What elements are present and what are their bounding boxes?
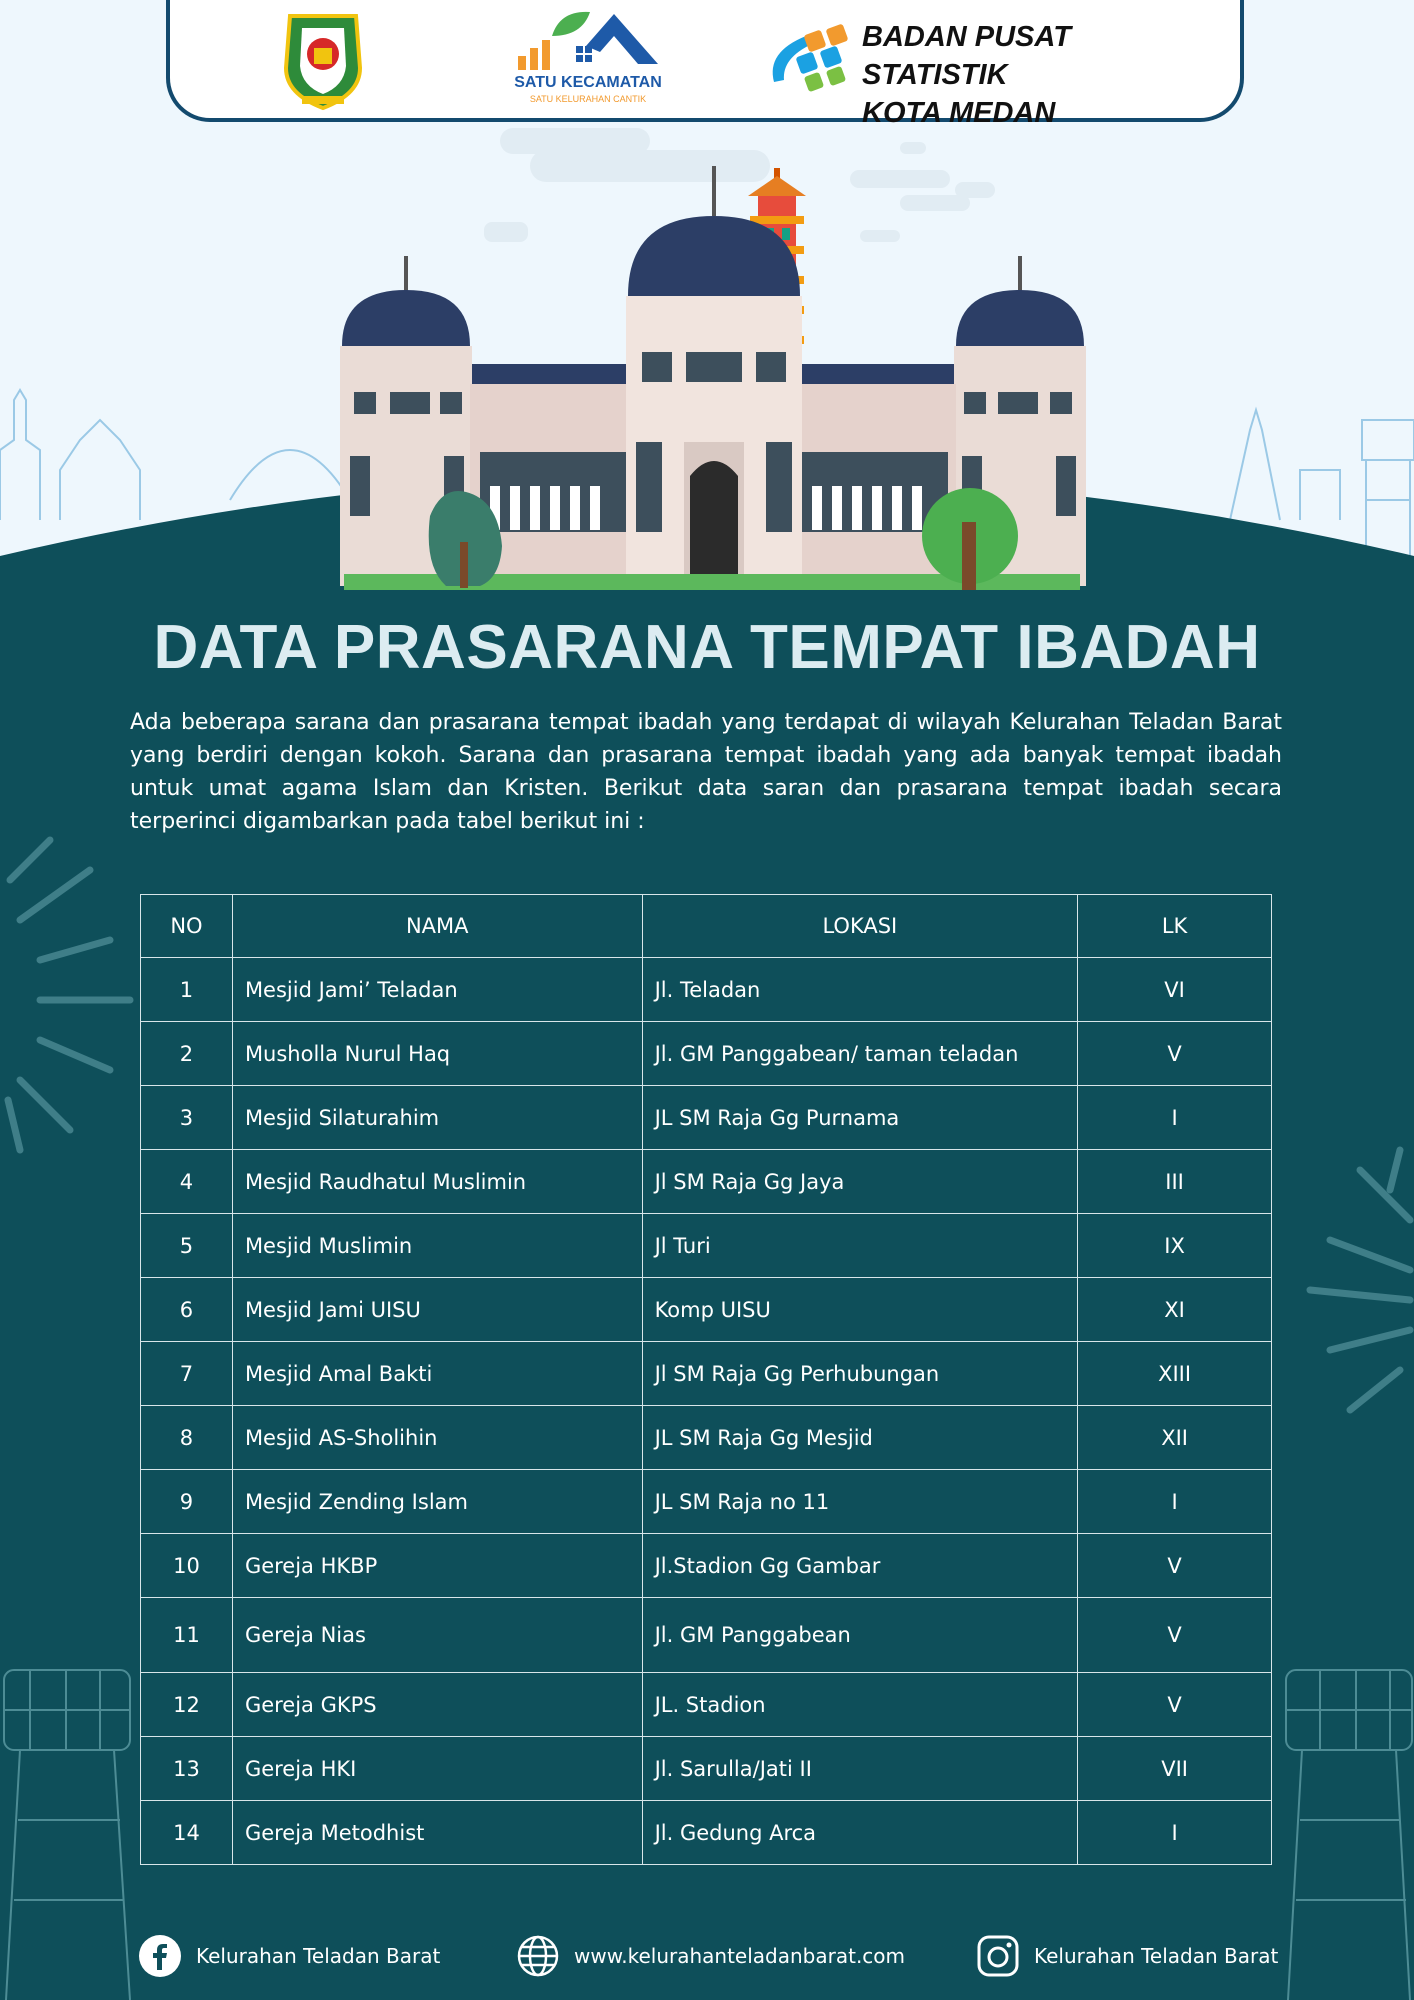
agency-name-line1: BADAN PUSAT STATISTIK bbox=[862, 21, 1071, 91]
cell-no: 7 bbox=[141, 1342, 233, 1406]
cell-lk: V bbox=[1078, 1022, 1272, 1086]
cell-lokasi: JL SM Raja Gg Purnama bbox=[642, 1086, 1078, 1150]
cell-lk: V bbox=[1078, 1673, 1272, 1737]
page-title: DATA PRASARANA TEMPAT IBADAH bbox=[153, 613, 1261, 682]
cell-nama: Mesjid Jami UISU bbox=[232, 1278, 642, 1342]
cell-lk: XII bbox=[1078, 1406, 1272, 1470]
cell-nama: Mesjid Raudhatul Muslimin bbox=[232, 1150, 642, 1214]
firework-decoration-right bbox=[1290, 1130, 1414, 1430]
cell-no: 3 bbox=[141, 1086, 233, 1150]
cell-nama: Mesjid AS-Sholihin bbox=[232, 1406, 642, 1470]
cell-no: 14 bbox=[141, 1801, 233, 1865]
table-row bbox=[141, 1214, 1272, 1278]
cell-no: 9 bbox=[141, 1470, 233, 1534]
cell-lk: I bbox=[1078, 1086, 1272, 1150]
table-row bbox=[141, 1278, 1272, 1342]
city-emblem-icon bbox=[280, 8, 366, 112]
cell-no: 11 bbox=[141, 1598, 233, 1673]
cell-lk: V bbox=[1078, 1534, 1272, 1598]
cell-lk: IX bbox=[1078, 1214, 1272, 1278]
header-lk: LK bbox=[1078, 895, 1272, 958]
header-lokasi: LOKASI bbox=[642, 895, 1078, 958]
footer-instagram[interactable] bbox=[976, 1934, 1278, 1978]
facebook-label: Kelurahan Teladan Barat bbox=[196, 1944, 441, 1968]
cell-lk: VI bbox=[1078, 958, 1272, 1022]
firework-decoration-left bbox=[0, 830, 150, 1160]
website-label: www.kelurahanteladanbarat.com bbox=[574, 1944, 906, 1968]
cell-lokasi: Jl. Sarulla/Jati II bbox=[642, 1737, 1078, 1801]
cell-lokasi: Jl SM Raja Gg Perhubungan bbox=[642, 1342, 1078, 1406]
intro-paragraph: Ada beberapa sarana dan prasarana tempat ibadah yang terdapat di wilayah Kelurahan Teladan Barat yang berdiri dengan kokoh. Sarana dan prasarana tempat ibadah yang ada banyak tempat ibadah untuk umat agama Islam dan Kristen. Berikut data saran dan prasarana tempat ibadah secara terperinci digambarkan pada tabel berikut ini : bbox=[130, 710, 1282, 834]
table-row bbox=[141, 1086, 1272, 1150]
table-row bbox=[141, 1673, 1272, 1737]
instagram-label: Kelurahan Teladan Barat bbox=[1034, 1944, 1279, 1968]
table-header-row bbox=[141, 895, 1272, 958]
program-title: SATU KECAMATAN bbox=[514, 74, 662, 91]
table-row bbox=[141, 1150, 1272, 1214]
globe-icon bbox=[516, 1934, 560, 1978]
cell-lokasi: Jl SM Raja Gg Jaya bbox=[642, 1150, 1078, 1214]
table-row bbox=[141, 958, 1272, 1022]
cell-lk: I bbox=[1078, 1470, 1272, 1534]
satu-kecamatan-logo-icon bbox=[508, 6, 668, 76]
table-row bbox=[141, 1598, 1272, 1673]
cell-lokasi: Jl.Stadion Gg Gambar bbox=[642, 1534, 1078, 1598]
footer bbox=[0, 1922, 1414, 1982]
table-row bbox=[141, 1342, 1272, 1406]
cell-no: 8 bbox=[141, 1406, 233, 1470]
cell-lokasi: JL SM Raja no 11 bbox=[642, 1470, 1078, 1534]
header-nama: NAMA bbox=[232, 895, 642, 958]
agency-name bbox=[862, 18, 1222, 132]
cell-no: 6 bbox=[141, 1278, 233, 1342]
cell-lokasi: Jl. GM Panggabean/ taman teladan bbox=[642, 1022, 1078, 1086]
cell-nama: Gereja HKBP bbox=[232, 1534, 642, 1598]
cell-lokasi: Jl. Teladan bbox=[642, 958, 1078, 1022]
cell-nama: Mesjid Amal Bakti bbox=[232, 1342, 642, 1406]
cell-lokasi: Jl. Gedung Arca bbox=[642, 1801, 1078, 1865]
cell-lk: V bbox=[1078, 1598, 1272, 1673]
bps-logo-icon bbox=[766, 22, 862, 98]
cell-no: 5 bbox=[141, 1214, 233, 1278]
cell-no: 10 bbox=[141, 1534, 233, 1598]
cell-nama: Mesjid Jami’ Teladan bbox=[232, 958, 642, 1022]
cell-lk: XI bbox=[1078, 1278, 1272, 1342]
header-no: NO bbox=[141, 895, 233, 958]
cell-no: 13 bbox=[141, 1737, 233, 1801]
cell-no: 12 bbox=[141, 1673, 233, 1737]
table-row bbox=[141, 1470, 1272, 1534]
cell-nama: Mesjid Zending Islam bbox=[232, 1470, 642, 1534]
program-subtitle: SATU KELURAHAN CANTIK bbox=[529, 94, 647, 104]
cell-lokasi: Komp UISU bbox=[642, 1278, 1078, 1342]
cell-lokasi: JL. Stadion bbox=[642, 1673, 1078, 1737]
satu-kecamatan-logo bbox=[508, 6, 668, 110]
worship-places-table bbox=[140, 894, 1272, 1865]
cell-no: 4 bbox=[141, 1150, 233, 1214]
cell-nama: Gereja Nias bbox=[232, 1598, 642, 1673]
cell-lk: III bbox=[1078, 1150, 1272, 1214]
cell-nama: Mesjid Muslimin bbox=[232, 1214, 642, 1278]
instagram-icon bbox=[976, 1934, 1020, 1978]
footer-website[interactable] bbox=[516, 1934, 905, 1978]
facebook-icon bbox=[138, 1934, 182, 1978]
cell-no: 1 bbox=[141, 958, 233, 1022]
table-row bbox=[141, 1406, 1272, 1470]
header-banner bbox=[166, 0, 1244, 129]
footer-facebook[interactable] bbox=[138, 1934, 440, 1978]
cell-lk: I bbox=[1078, 1801, 1272, 1865]
cell-nama: Gereja HKI bbox=[232, 1737, 642, 1801]
cell-lokasi: Jl Turi bbox=[642, 1214, 1078, 1278]
agency-name-line2: KOTA MEDAN bbox=[862, 97, 1056, 129]
cell-no: 2 bbox=[141, 1022, 233, 1086]
cell-lk: VII bbox=[1078, 1737, 1272, 1801]
cell-nama: Musholla Nurul Haq bbox=[232, 1022, 642, 1086]
building-illustration bbox=[330, 146, 1090, 596]
cell-lk: XIII bbox=[1078, 1342, 1272, 1406]
cell-lokasi: JL SM Raja Gg Mesjid bbox=[642, 1406, 1078, 1470]
table-row bbox=[141, 1022, 1272, 1086]
cell-nama: Mesjid Silaturahim bbox=[232, 1086, 642, 1150]
table-row bbox=[141, 1534, 1272, 1598]
cell-lokasi: Jl. GM Panggabean bbox=[642, 1598, 1078, 1673]
table-row bbox=[141, 1801, 1272, 1865]
cell-nama: Gereja GKPS bbox=[232, 1673, 642, 1737]
cell-nama: Gereja Metodhist bbox=[232, 1801, 642, 1865]
table-row bbox=[141, 1737, 1272, 1801]
